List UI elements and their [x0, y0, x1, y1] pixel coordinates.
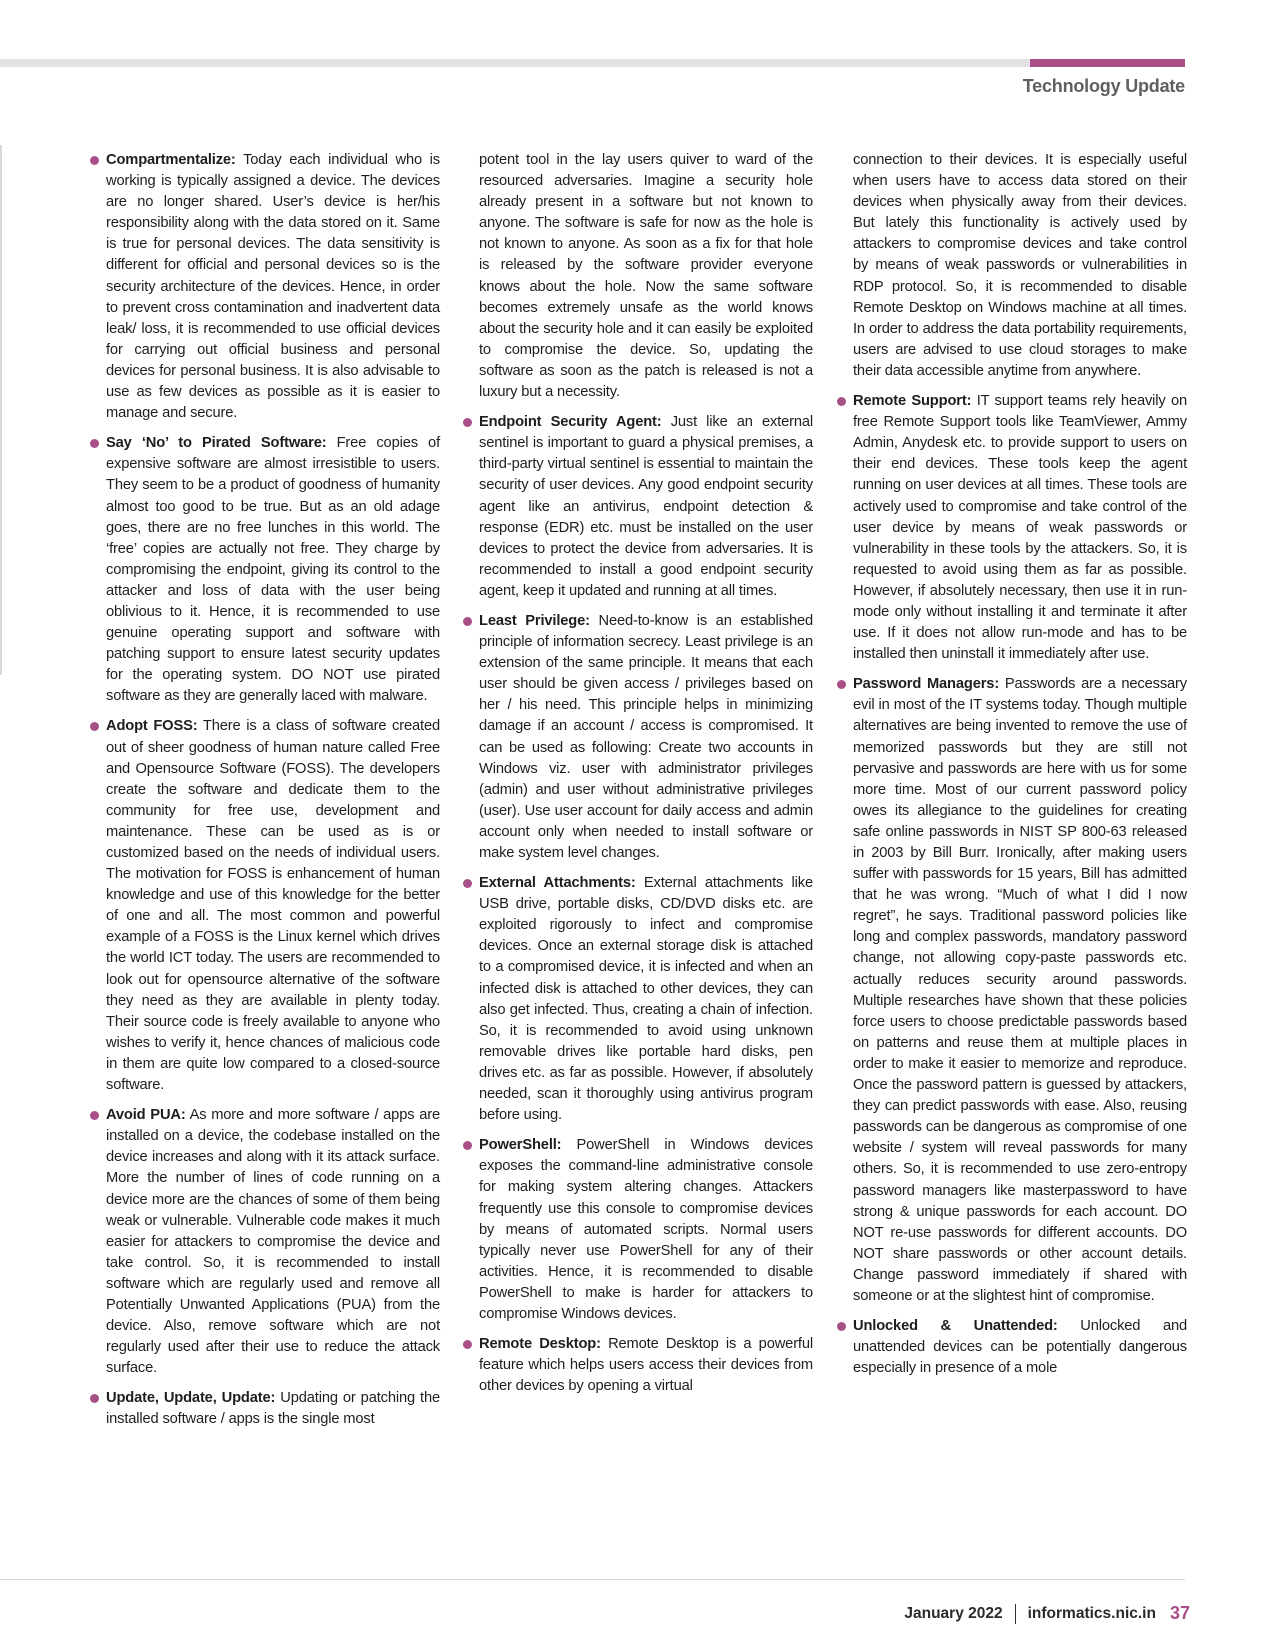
- bullet-text: Updating or patching the installed software / apps is the single most: [106, 1390, 440, 1428]
- bullet-text: Today each individual who is working is typically assigned a device. The devices are no longer shared. User’s device is her/his responsibility along with the data stored on it. Same is true for personal devices. The data sensitivity is different for official and personal devices so is the security architecture of the devices. Hence, in order to prevent cross contamination and inadvertent data leak/ loss, it is recommended to use official devices for carrying out official business and personal devices for personal business. It is also advisable to use as few devices as possible as it is easier to manage and secure.: [106, 152, 440, 422]
- text-column-3: [853, 150, 1187, 1388]
- bullet-term: Avoid PUA:: [106, 1107, 186, 1124]
- bullet-text: There is a class of software created out of sheer goodness of human nature called Free and Opensource Software (FOSS). The developers create the software and dedicate them to the community for free use, development and maintenance. These can be used as is or customized based on the needs of individual users. The motivation for FOSS is enhancement of human knowledge and use of this knowledge for the better of one and all. The most common and powerful example of a FOSS is the Linux kernel which drives the world ICT today. The users are recommended to look out for opensource alternative of the software they need as they are available in plenty today. Their source code is freely available to anyone who wishes to verify it, hence chances of malicious code in them are quite low compared to a closed-source software.: [106, 718, 440, 1094]
- bullet-item: [853, 391, 1187, 665]
- bullet-dot-icon: [837, 1322, 846, 1331]
- bullet-text: PowerShell in Windows devices exposes the command-line administrative console for making system altering changes. Attackers frequently use this console to compromise devices by means of automated scripts. Normal users typically never use PowerShell for any of their activities. Hence, it is recommended to disable PowerShell to make is harder for attackers to compromise Windows devices.: [479, 1137, 813, 1322]
- header-rule: [0, 59, 1185, 67]
- bullet-dot-icon: [90, 1394, 99, 1403]
- header-accent-bar: [1030, 59, 1185, 67]
- bullet-dot-icon: [463, 418, 472, 427]
- section-title: Technology Update: [1022, 76, 1185, 96]
- bullet-dot-icon: [463, 617, 472, 626]
- bullet-item: [106, 716, 440, 1096]
- bullet-item: [479, 1334, 813, 1397]
- bullet-dot-icon: [463, 1141, 472, 1150]
- bullet-dot-icon: [463, 879, 472, 888]
- bullet-dot-icon: [90, 722, 99, 731]
- bullet-term: Remote Support:: [853, 393, 972, 410]
- bullet-text: External attachments like USB drive, portable disks, CD/DVD disks etc. are exploited rigorously to infect and compromise devices. Once an external storage disk is attached to a compromised device, it is infected and when an infected disk is attached to other devices, they can also get infected. Thus, creating a chain of infection. So, it is recommended to avoid using unknown removable drives like portable hard disks, pen drives etc. as far as possible. However, if absolutely needed, scan it thoroughly using antivirus program before using.: [479, 875, 813, 1124]
- bullet-item: [479, 412, 813, 602]
- bullet-term: Unlocked & Unattended:: [853, 1318, 1058, 1335]
- bullet-term: Least Privilege:: [479, 612, 590, 629]
- bullet-item: [106, 150, 440, 424]
- page-edge-mark: [0, 145, 2, 675]
- bullet-item: [106, 1105, 440, 1379]
- bullet-item: [479, 873, 813, 1126]
- bullet-dot-icon: [90, 1111, 99, 1120]
- bullet-term: Compartmentalize:: [106, 152, 236, 168]
- bullet-term: Adopt FOSS:: [106, 718, 198, 735]
- bullet-term: PowerShell:: [479, 1137, 562, 1154]
- bullet-term: Password Managers:: [853, 676, 1000, 693]
- bullet-dot-icon: [837, 397, 846, 406]
- bullet-item: [106, 433, 440, 707]
- bullet-text: Just like an external sentinel is important to guard a physical premises, a third-party virtual sentinel is essential to maintain the security of user devices. Any good endpoint security agent like an antivirus, endpoint detection & response (EDR) etc. must be installed on the user devices to protect the device from adversaries. It is recommended to install a good endpoint security agent, keep it updated and running at all times.: [479, 414, 813, 599]
- text-column-2: [479, 150, 813, 1406]
- bullet-text: Need-to-know is an established principle of information secrecy. Least privilege is an extension of the same principle. It means that each user should be given access / privileges based on her / his need. This principle helps in minimizing damage if an account / access is compromised. It can be used as following: Create two accounts in Windows viz. user with administrator privileges (admin) and user without administrative privileges (user). Use user account for daily access and admin account only when needed to install software or make system level changes.: [479, 612, 814, 861]
- page-footer: [904, 1603, 1190, 1624]
- bullet-dot-icon: [837, 680, 846, 689]
- text-column-1: [106, 150, 440, 1440]
- bullet-term: Update, Update, Update:: [106, 1390, 276, 1407]
- bullet-text: As more and more software / apps are installed on a device, the codebase installed on the device increases and along with it its attack surface. More the number of lines of code running on a device more are the chances of some of them being weak or vulnerable. Vulnerable code makes it much easier for attackers to compromise the device and take control. So, it is recommended to install software which are regularly used and remove all Potentially Unwanted Applications (PUA) from the device. Also, remove software which are not regularly used after their use to reduce the attack surface.: [106, 1107, 440, 1377]
- continued-paragraph: potent tool in the lay users quiver to ward of the resourced adversaries. Imagine a security hole already present in a software but not known to anyone. The software is safe for now as the hole is not known to anyone. As soon as a fix for that hole is released by the software provider everyone knows about the hole. Now the same software becomes extremely unsafe as the world knows about the security hole and it can easily be exploited to compromise the device. So, updating the software as soon as the patch is released is not a luxury but a necessity.: [479, 152, 813, 401]
- bullet-dot-icon: [90, 156, 99, 165]
- page-number: 37: [1169, 1603, 1190, 1623]
- bullet-text: Remote Desktop is a powerful feature which helps users access their devices from other devices by opening a virtual: [479, 1336, 813, 1395]
- footer-rule: [0, 1579, 1185, 1580]
- continued-paragraph: connection to their devices. It is especially useful when users have to access data stored on their devices when physically away from their devices. But lately this functionality is actively used by attackers to compromise devices and take control by means of weak passwords or vulnerabilities in RDP protocol. So, it is recommended to disable Remote Desktop on Windows machine at all times. In order to address the data portability requirements, users are advised to use cloud storages to make their data accessible anytime from anywhere.: [853, 152, 1187, 379]
- footer-separator: [1015, 1604, 1016, 1624]
- bullet-text: IT support teams rely heavily on free Remote Support tools like TeamViewer, Ammy Admin, Anydesk etc. to provide support to users on their end devices. These tools keep the agent running on user devices at all times. These tools are actively used to compromise and take control of the user device by means of weak passwords or vulnerability in these tools by the attackers. So, it is requested to avoid using them as far as possible. However, if absolutely necessary, then use it in run-mode only without installing it and terminate it after use. If it does not allow run-mode and has to be installed then uninstall it immediately after use.: [853, 393, 1187, 663]
- bullet-item: [853, 674, 1187, 1307]
- bullet-term: Say ‘No’ to Pirated Software:: [106, 435, 327, 452]
- bullet-dot-icon: [90, 439, 99, 448]
- bullet-item: [479, 611, 813, 864]
- bullet-item: [479, 1135, 813, 1325]
- bullet-text: Passwords are a necessary evil in most of the IT systems today. Though multiple alternatives are being invented to remove the use of memorized passwords but they are still not pervasive and passwords are here with us for some more time. Most of our current password policy owes its allegiance to the guidelines for creating safe online passwords in NIST SP 800-63 released in 2003 by Bill Burr. Ironically, after making users suffer with passwords for 15 years, Bill has admitted that he was wrong. “Much of what I did I now regret”, he says. Traditional password policies like long and complex passwords, mandatory password change, not allowing copy-paste passwords etc. actually reduces security around passwords. Multiple researches have shown that these policies force users to choose predictable passwords based on patterns and reuse them at multiple places in order to make it easier to memorize and reproduce. Once the password pattern is guessed by attackers, they can predict passwords with ease. Also, reusing passwords can be dangerous as compromise of one website / system will reveal passwords for many others. So, it is recommended to use zero-entropy password managers like masterpassword to have strong & unique passwords for each account. DO NOT re-use passwords for different accounts. DO NOT share passwords or other account details. Change password immediately if shared with someone or at the slightest hint of compromise.: [853, 676, 1187, 1304]
- bullet-term: External Attachments:: [479, 875, 636, 892]
- bullet-term: Endpoint Security Agent:: [479, 414, 662, 431]
- website-link[interactable]: informatics.nic.in: [1027, 1604, 1156, 1622]
- bullet-item: [106, 1388, 440, 1430]
- bullet-text: Free copies of expensive software are almost irresistible to users. They seem to be a product of goodness of humanity almost too good to be true. But as an old adage goes, there are no free lunches in this world. The ‘free’ copies are actually not free. They charge by compromising the endpoint, giving its control to the attacker and loss of data with the user being oblivious to it. Hence, it is recommended to use genuine operating support and software with patching support to ensure latest security updates for the operating system. DO NOT use pirated software as they are generally laced with malware.: [106, 435, 441, 705]
- issue-date: January 2022: [904, 1604, 1003, 1622]
- bullet-item: [853, 1316, 1187, 1379]
- bullet-text: Unlocked and unattended devices can be potentially dangerous especially in presence of a mole: [853, 1318, 1188, 1377]
- bullet-dot-icon: [463, 1340, 472, 1349]
- bullet-term: Remote Desktop:: [479, 1336, 601, 1353]
